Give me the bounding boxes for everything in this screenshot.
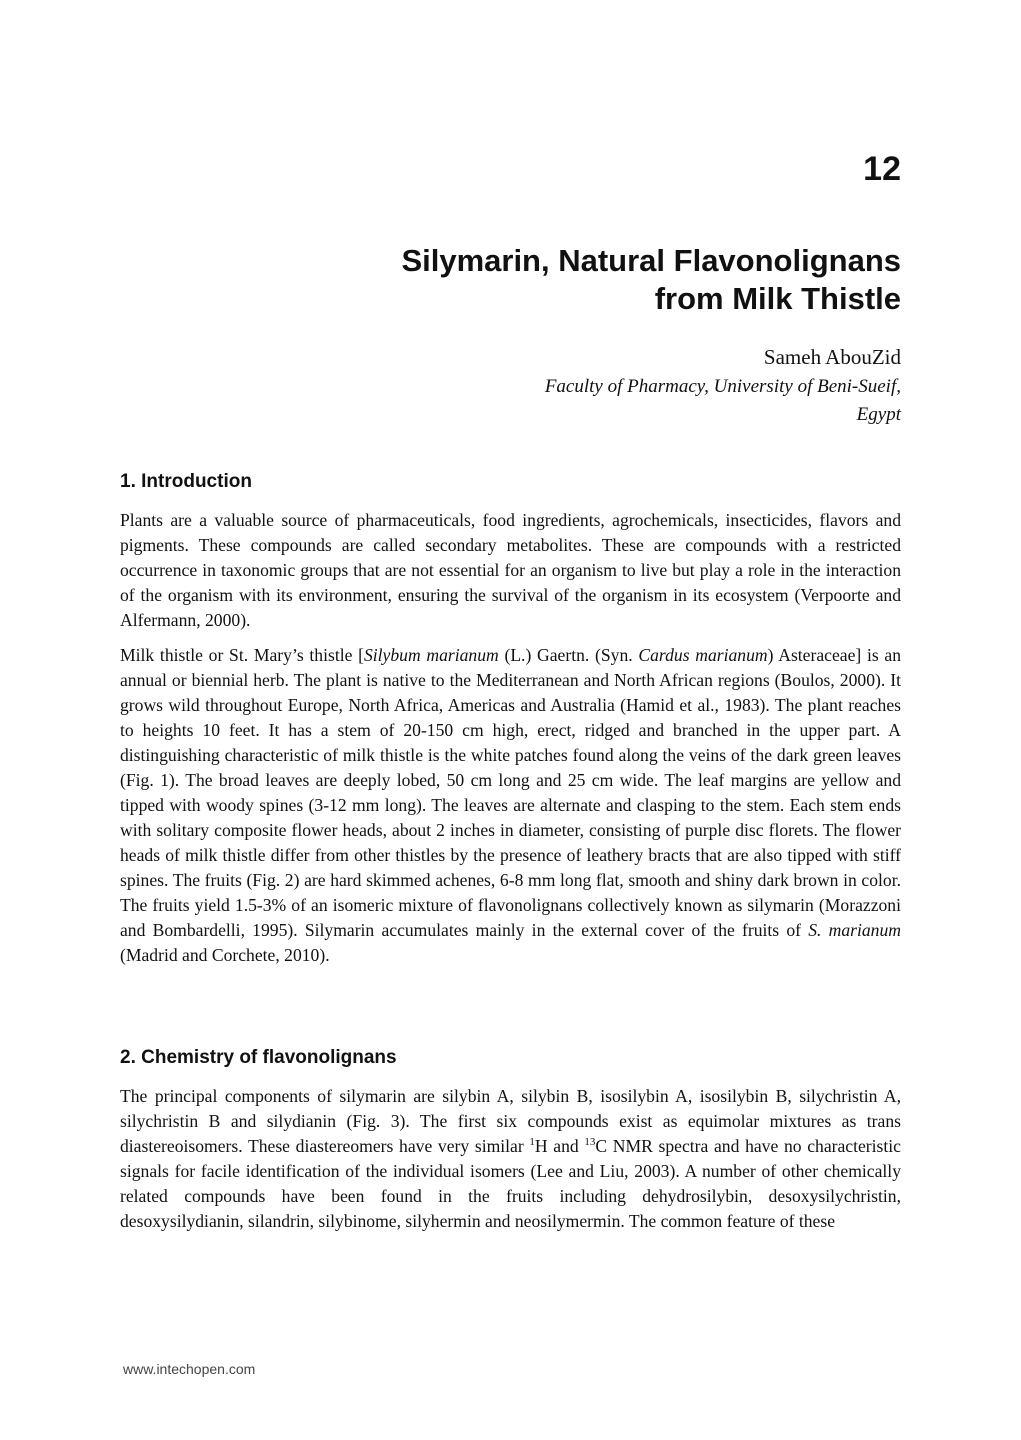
- text-run: (Madrid and Corchete, 2010).: [120, 945, 330, 965]
- text-run: C NMR spectra and have no characteristic signals for facile identification of the individual isomers (Lee and Liu, 2003). A number of other chemically related compounds have been found in the fruits including dehydrosilybin, desoxysilychristin, desoxysilydianin, silandrin, silybinome, silyhermin and neosilymermin. The common feature of these: [120, 1136, 901, 1231]
- paragraph-introduction-2: [120, 643, 901, 968]
- species-synonym: Cardus marianum: [638, 645, 768, 665]
- text-run: Milk thistle or St. Mary’s thistle [: [120, 645, 364, 665]
- paragraph-introduction-1: Plants are a valuable source of pharmaceuticals, food ingredients, agrochemicals, insecticides, flavors and pigments. These compounds are called secondary metabolites. These are compounds with a restricted occurrence in taxonomic groups that are not essential for an organism to live but play a role in the interaction of the organism with its environment, ensuring the survival of the organism in its ecosystem (Verpoorte and Alfermann, 2000).: [120, 510, 901, 630]
- affiliation-line-1: Faculty of Pharmacy, University of Beni-Sueif,: [544, 376, 901, 397]
- text-run: (L.) Gaertn. (Syn.: [498, 645, 639, 665]
- affiliation-line-2: Egypt: [856, 404, 901, 425]
- footer-url: www.intechopen.com: [123, 1361, 256, 1377]
- chapter-number: 12: [863, 150, 901, 188]
- species-abbrev: S. marianum: [808, 920, 901, 940]
- text-run: H and: [534, 1136, 585, 1156]
- author-name: Sameh AbouZid: [763, 345, 901, 369]
- chapter-title-line-1: Silymarin, Natural Flavonolignans: [401, 243, 901, 278]
- text-run: The principal components of silymarin are silybin A, silybin B, isosilybin A, isosilybin B, silychristin A, silychristin B and silydianin (Fig. 3). The first six compounds exist as equimolar mixtures as trans diastereoisomers. These diastereomers have very similar: [120, 1086, 901, 1156]
- superscript: 1: [529, 1136, 535, 1149]
- chapter-title-line-2: from Milk Thistle: [654, 281, 901, 316]
- paragraph-chemistry-1: [120, 1084, 901, 1234]
- chapter-title: [201, 242, 901, 318]
- text-run: ) Asteraceae] is an annual or biennial herb. The plant is native to the Mediterranean and North African regions (Boulos, 2000). It grows wild throughout Europe, North Africa, Americas and Australia (Hamid et al., 1983). The plant reaches to heights 10 feet. It has a stem of 20-150 cm high, erect, ridged and branched in the upper part. A distinguishing characteristic of milk thistle is the white patches found along the veins of the dark green leaves (Fig. 1). The broad leaves are deeply lobed, 50 cm long and 25 cm wide. The leaf margins are yellow and tipped with woody spines (3-12 mm long). The leaves are alternate and clasping to the stem. Each stem ends with solitary composite flower heads, about 2 inches in diameter, consisting of purple disc florets. The flower heads of milk thistle differ from other thistles by the presence of leathery bracts that are also tipped with stiff spines. The fruits (Fig. 2) are hard skimmed achenes, 6-8 mm long flat, smooth and shiny dark brown in color. The fruits yield 1.5-3% of an isomeric mixture of flavonolignans collectively known as silymarin (Morazzoni and Bombardelli, 1995). Silymarin accumulates mainly in the external cover of the fruits of: [120, 645, 902, 940]
- species-name: Silybum marianum: [363, 645, 499, 665]
- section-heading-introduction: 1. Introduction: [120, 471, 252, 492]
- superscript: 13: [584, 1136, 596, 1149]
- author-affiliation: [301, 373, 901, 429]
- section-heading-chemistry: 2. Chemistry of flavonolignans: [120, 1047, 397, 1068]
